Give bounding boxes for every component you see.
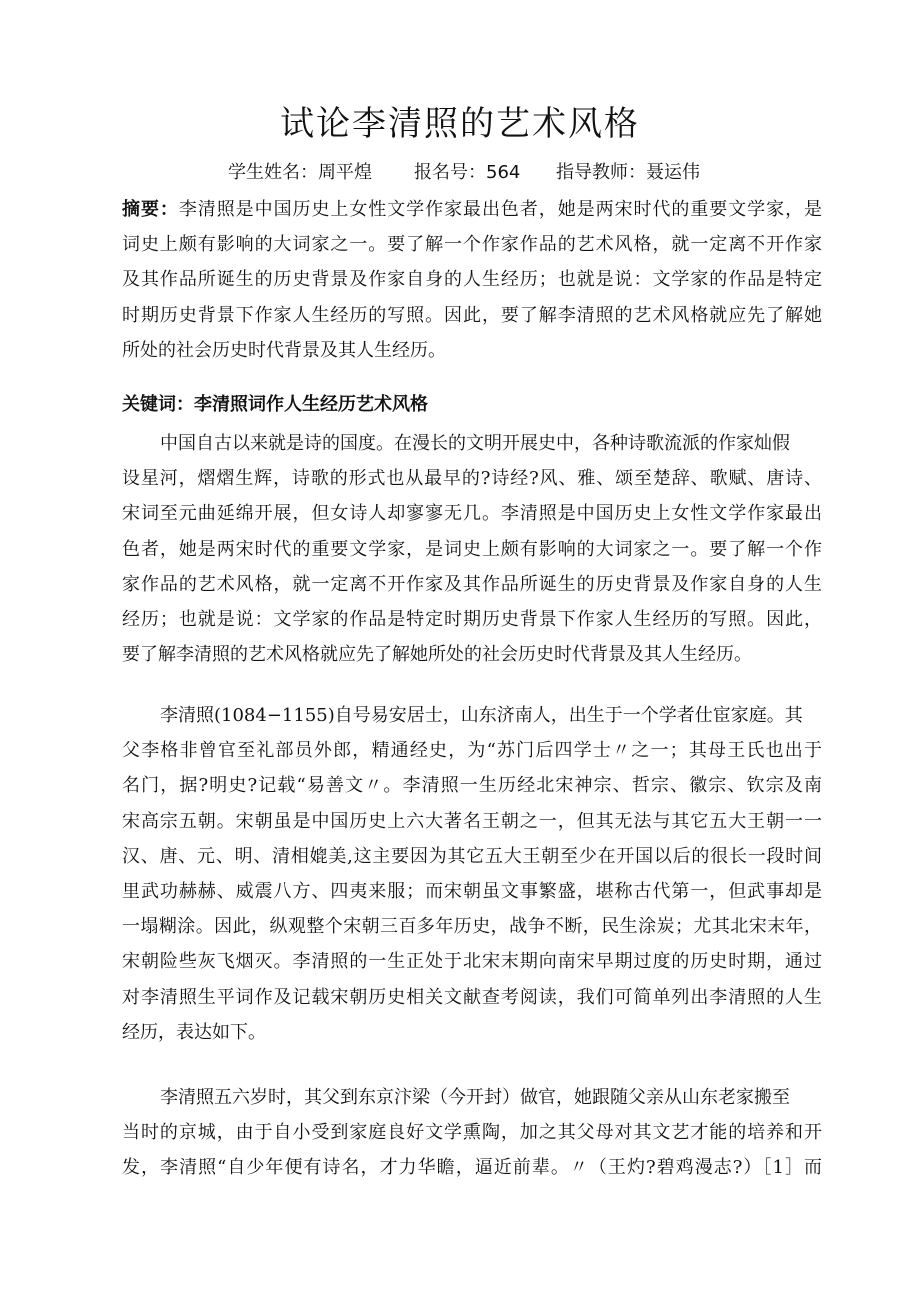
keywords: 关键词：李清照词作人生经历艺术风格 [122,394,428,415]
paragraph-line: 色者，她是两宋时代的重要文学家，是词史上颇有影响的大词家之一。要了解一个作 [122,538,822,560]
abstract-line: 李清照是中国历史上女性文学作家最出色者，她是两宋时代的重要文学家，是 [178,199,822,220]
paragraph-line: 设星河，熠熠生辉，诗歌的形式也从最早的?诗经?风、雅、颂至楚辞、歌赋、唐诗、 [122,468,822,490]
paragraph-line: 家作品的艺术风格，就一定离不开作家及其作品所诞生的历史背景及作家自身的人生 [122,573,822,595]
paragraph-line: 里武功赫赫、威震八方、四夷来服；而宋朝虽文事繁盛，堪称古代第一，但武事却是 [122,880,822,902]
author-line [0,158,920,188]
paragraph-line: 汉、唐、元、明、清相媲美,这主要因为其它五大王朝至少在开国以后的很长一段时间 [122,845,822,867]
paragraph-line: 李清照(1084−1155)自号易安居士，山东济南人，出生于一个学者仕宦家庭。其 [160,705,803,726]
paragraph-line: 宋朝险些灰飞烟灭。李清照的一生正处于北宋末期向南宋早期过度的历史时期，通过 [122,951,822,973]
advisor-name: 指导教师：聂运伟 [556,162,700,183]
abstract-line: 所处的社会历史时代背景及其人生经历。 [122,339,446,361]
paragraph-line: 中国自古以来就是诗的国度。在漫长的文明开展史中，各种诗歌流派的作家灿假 [160,433,790,454]
paragraph-line: 要了解李清照的艺术风格就应先了解她所处的社会历史时代背景及其人生经历。 [122,644,752,666]
paragraph-line: 名门，据?明史?记载“易善文〃。李清照一生历经北宋神宗、哲宗、徽宗、钦宗及南 [122,775,822,797]
student-name: 学生姓名：周平煌 [228,162,372,183]
paragraph-line: 父李格非曾官至礼部员外郎，精通经史，为“苏门后四学士〃之一；其母王氏也出于 [122,740,822,762]
paragraph-1 [122,426,822,672]
abstract-line: 及其作品所诞生的历史背景及作家自身的人生经历；也就是说：文学家的作品是特定 [122,269,822,291]
paragraph-line: 发，李清照“自少年便有诗名，才力华瞻，逼近前辈。〃（王灼?碧鸡漫志?）［1］而 [122,1157,822,1179]
paragraph-line: 宋高宗五朝。宋朝虽是中国历史上六大著名王朝之一，但其无法与其它五大王朝一一 [122,810,822,832]
paragraph-line: 宋词至元曲延绵开展，但女诗人却寥寥无几。李清照是中国历史上女性文学作家最出 [122,503,822,525]
document-title: 试论李清照的艺术风格 [280,104,640,144]
paragraph-2 [122,698,822,1050]
paragraph-line: 一塌糊涂。因此，纵观整个宋朝三百多年历史，战争不断，民生涂炭；尤其北宋末年， [122,916,822,938]
paragraph-line: 对李清照生平词作及记载宋朝历史相关文献查考阅读，我们可简单列出李清照的人生 [122,986,822,1008]
paragraph-line: 李清照五六岁时，其父到东京汴梁（今开封）做官，她跟随父亲从山东老家搬至 [160,1087,790,1108]
paragraph-line: 经历；也就是说：文学家的作品是特定时期历史背景下作家人生经历的写照。因此， [122,608,822,630]
abstract-line: 时期历史背景下作家人生经历的写照。因此，要了解李清照的艺术风格就应先了解她 [122,304,822,326]
paragraph-line: 当时的京城，由于自小受到家庭良好文学熏陶，加之其父母对其文艺才能的培养和开 [122,1122,822,1144]
abstract-label: 摘要： [122,199,179,220]
paragraph-3 [122,1080,822,1186]
abstract-line: 词史上颇有影响的大词家之一。要了解一个作家作品的艺术风格，就一定离不开作家 [122,234,822,256]
paragraph-line: 经历，表达如下。 [122,1021,266,1043]
registration-number: 报名号：564 [414,162,521,183]
abstract [122,192,822,368]
